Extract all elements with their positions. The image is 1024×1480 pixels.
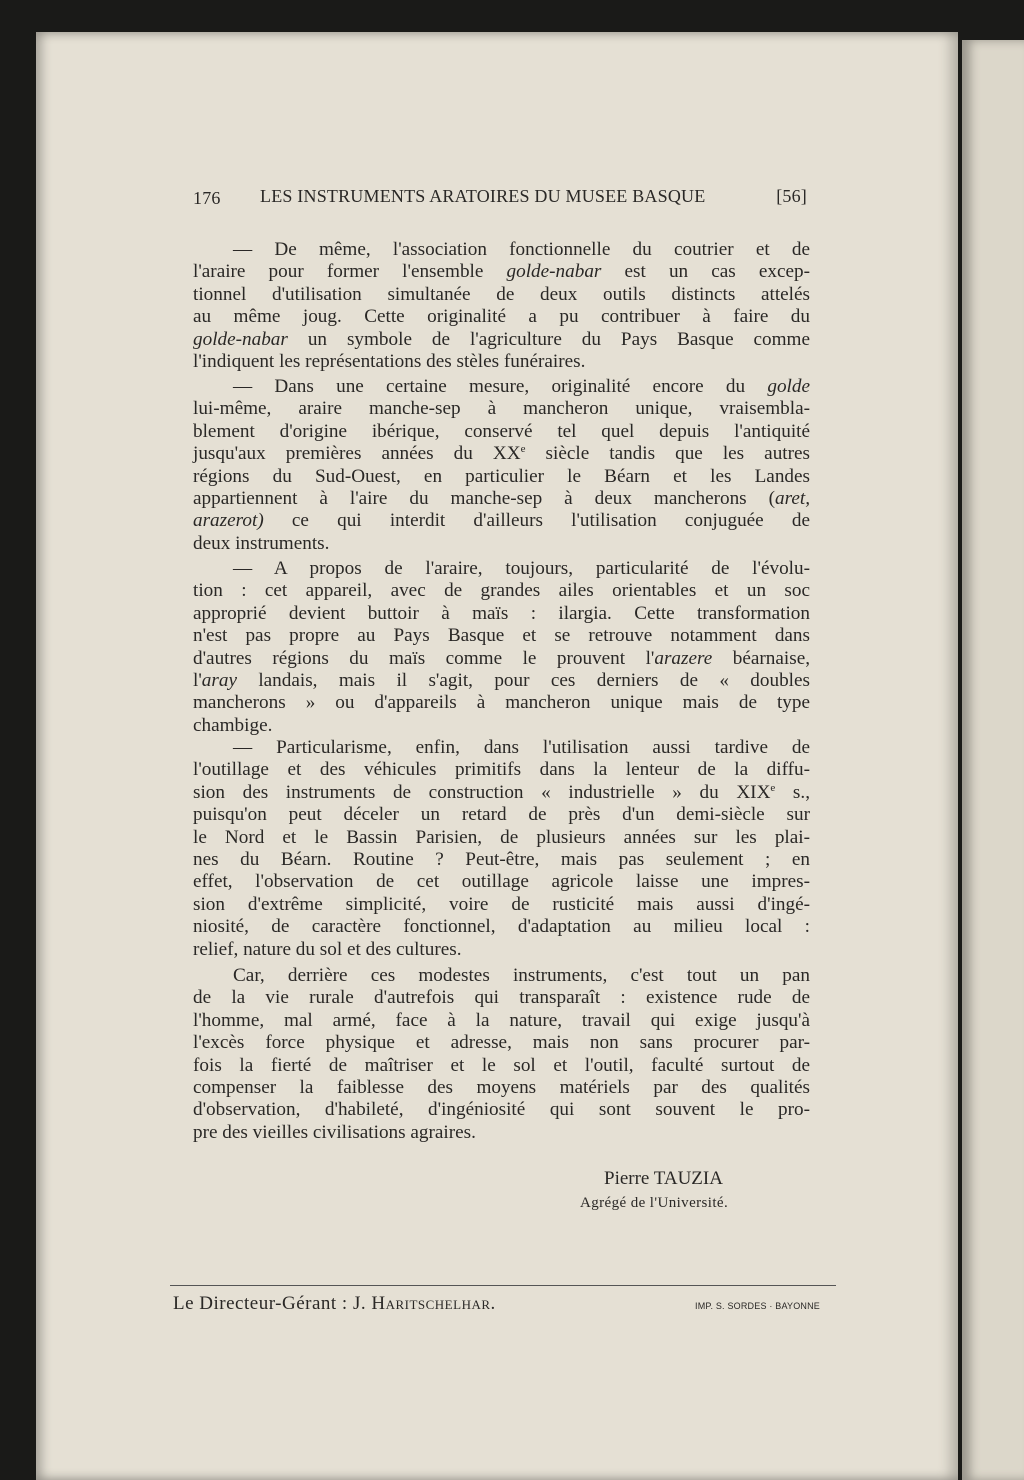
text-line [193, 466, 810, 488]
text-line [193, 827, 810, 849]
director-label: Le Directeur-Gérant : J. [173, 1293, 372, 1314]
text-line [193, 398, 810, 420]
text-run: compenser la faiblesse des moyens matériels par des qualités [193, 1076, 810, 1098]
text-line [193, 510, 810, 532]
text-run: mancherons » ou d'appareils à mancheron unique mais de type [193, 692, 810, 714]
text-run: de la vie rurale d'autrefois qui transparaît : existence rude de [193, 987, 810, 1009]
printer-credit: IMP. S. SORDES · BAYONNE [695, 1301, 820, 1311]
text-run: puisqu'on peut déceler un retard de près d'un demi-siècle sur [193, 804, 810, 826]
text-line [193, 965, 810, 987]
text-line [193, 533, 810, 555]
text-line [193, 1032, 810, 1054]
text-run: appartiennent à l'aire du manche-sep à deux mancherons ( [193, 487, 775, 509]
text-line [193, 329, 810, 351]
paragraph [193, 239, 810, 373]
author-title: Agrégé de l'Université. [580, 1195, 729, 1211]
text-line [193, 648, 810, 670]
text-run: — A propos de l'araire, toujours, particularité de l'évolu- [233, 558, 810, 579]
director-name: Haritschelhar. [371, 1293, 496, 1314]
text-line [193, 916, 810, 938]
text-run: fois la fierté de maîtriser et le sol et l'outil, faculté surtout de [193, 1054, 810, 1076]
text-run: tionnel d'utilisation simultanée de deux outils distincts attelés [193, 283, 810, 305]
text-run: l'araire pour former l'ensemble [193, 261, 507, 283]
text-run: l'homme, mal armé, face à la nature, travail qui exige jusqu'à [193, 1009, 810, 1031]
text-line [193, 580, 810, 602]
text-run: Car, derrière ces modestes instruments, c'est tout un pan [233, 965, 810, 986]
text-line [193, 692, 810, 714]
text-run: — Dans une certaine mesure, originalité encore du [233, 376, 768, 397]
paragraph [193, 376, 810, 555]
text-line [193, 625, 810, 647]
text-run: blement d'origine ibérique, conservé tel quel depuis l'antiquité [193, 420, 810, 442]
text-line [193, 804, 810, 826]
text-run: niosité, de caractère fonctionnel, d'adaptation au milieu local : [193, 916, 810, 938]
text-run: l'excès force physique et adresse, mais non sans procurer par- [193, 1032, 810, 1054]
italic-term: aray [201, 669, 237, 691]
text-run: l'indiquent les représentations des stèles funéraires. [193, 350, 586, 372]
text-run: — De même, l'association fonctionnelle du coutrier et de [233, 239, 810, 260]
text-run: s., [775, 781, 810, 803]
text-run: l'outillage et des véhicules primitifs dans la lenteur de la diffu- [193, 759, 810, 781]
text-run: ce qui interdit d'ailleurs l'utilisation conjuguée de [263, 510, 810, 532]
text-line [193, 261, 810, 283]
text-run: tion : cet appareil, avec de grandes ailes orientables et un soc [193, 580, 810, 602]
author-name: Pierre TAUZIA [604, 1168, 723, 1189]
running-title: LES INSTRUMENTS ARATOIRES DU MUSEE BASQUE [260, 186, 706, 206]
italic-term: golde [767, 376, 810, 397]
italic-term: arazere [654, 647, 713, 669]
text-run: le Nord et le Bassin Parisien, de plusieurs années sur les plai- [193, 826, 810, 848]
text-run: relief, nature du sol et des cultures. [193, 938, 462, 960]
text-run: béarnaise, [712, 647, 811, 669]
text-line [193, 421, 810, 443]
superscript: e [520, 443, 526, 456]
text-line [193, 759, 810, 781]
paragraph [193, 965, 810, 1144]
text-run: approprié devient buttoir à maïs : ilargia. Cette transformation [193, 602, 810, 624]
page-number: 176 [193, 188, 221, 208]
italic-term: aret, [775, 487, 810, 509]
text-line [193, 306, 810, 328]
text-line [193, 1099, 810, 1121]
text-line [193, 351, 810, 373]
adjacent-page-edge [962, 40, 1024, 1480]
text-line [193, 284, 810, 306]
text-line [193, 939, 810, 961]
paragraph [193, 558, 810, 737]
text-run: est un cas excep- [601, 261, 810, 283]
text-run: sion d'extrême simplicité, voire de rusticité mais aussi d'ingé- [193, 893, 810, 915]
text-run: — Particularisme, enfin, dans l'utilisation aussi tardive de [233, 737, 810, 758]
text-line [193, 1077, 810, 1099]
text-run: landais, mais il s'agit, pour ces derniers de « doubles [236, 669, 810, 691]
section-number: [56] [776, 186, 807, 206]
text-line [193, 871, 810, 893]
italic-term: arazerot) [193, 510, 264, 532]
text-run: chambige. [193, 714, 273, 736]
text-run: n'est pas propre au Pays Basque et se retrouve notamment dans [193, 625, 810, 647]
text-run: lui-même, araire manche-sep à mancheron unique, vraisembla- [193, 398, 810, 420]
footer-divider [170, 1285, 836, 1286]
text-run: nes du Béarn. Routine ? Peut-être, mais pas seulement ; en [193, 848, 810, 870]
paragraph [193, 737, 810, 961]
text-line [193, 737, 810, 759]
text-line [193, 1122, 810, 1144]
text-line [193, 894, 810, 916]
text-run: d'observation, d'habileté, d'ingéniosité qui sont souvent le pro- [193, 1099, 810, 1121]
text-run: au même joug. Cette originalité a pu contribuer à faire du [193, 306, 810, 328]
italic-term: golde-nabar [193, 328, 288, 350]
text-run: un symbole de l'agriculture du Pays Basque comme [287, 328, 810, 350]
text-run: effet, l'observation de cet outillage agricole laisse une impres- [193, 871, 810, 893]
text-run: jusqu'aux premières années du XX [193, 443, 521, 465]
text-line [193, 488, 810, 510]
text-line [193, 670, 810, 692]
text-run: d'autres régions du maïs comme le prouvent l' [193, 647, 655, 669]
text-line [193, 987, 810, 1009]
text-line [193, 376, 810, 398]
text-run: deux instruments. [193, 532, 330, 554]
text-run: pre des vieilles civilisations agraires. [193, 1121, 476, 1143]
text-line [193, 558, 810, 580]
text-run: régions du Sud-Ouest, en particulier le Béarn et les Landes [193, 465, 810, 487]
running-header [193, 186, 807, 212]
text-line [193, 1010, 810, 1032]
text-line [193, 849, 810, 871]
text-run: siècle tandis que les autres [525, 443, 810, 465]
text-run: sion des instruments de construction « industrielle » du XIX [193, 781, 771, 803]
text-line [193, 443, 810, 465]
text-line [193, 603, 810, 625]
text-line [193, 1055, 810, 1077]
italic-term: golde-nabar [506, 261, 602, 283]
director-credit [173, 1293, 496, 1315]
text-line [193, 715, 810, 737]
text-line [193, 239, 810, 261]
text-line [193, 782, 810, 804]
superscript: e [770, 781, 776, 794]
text-run: l' [193, 669, 202, 691]
